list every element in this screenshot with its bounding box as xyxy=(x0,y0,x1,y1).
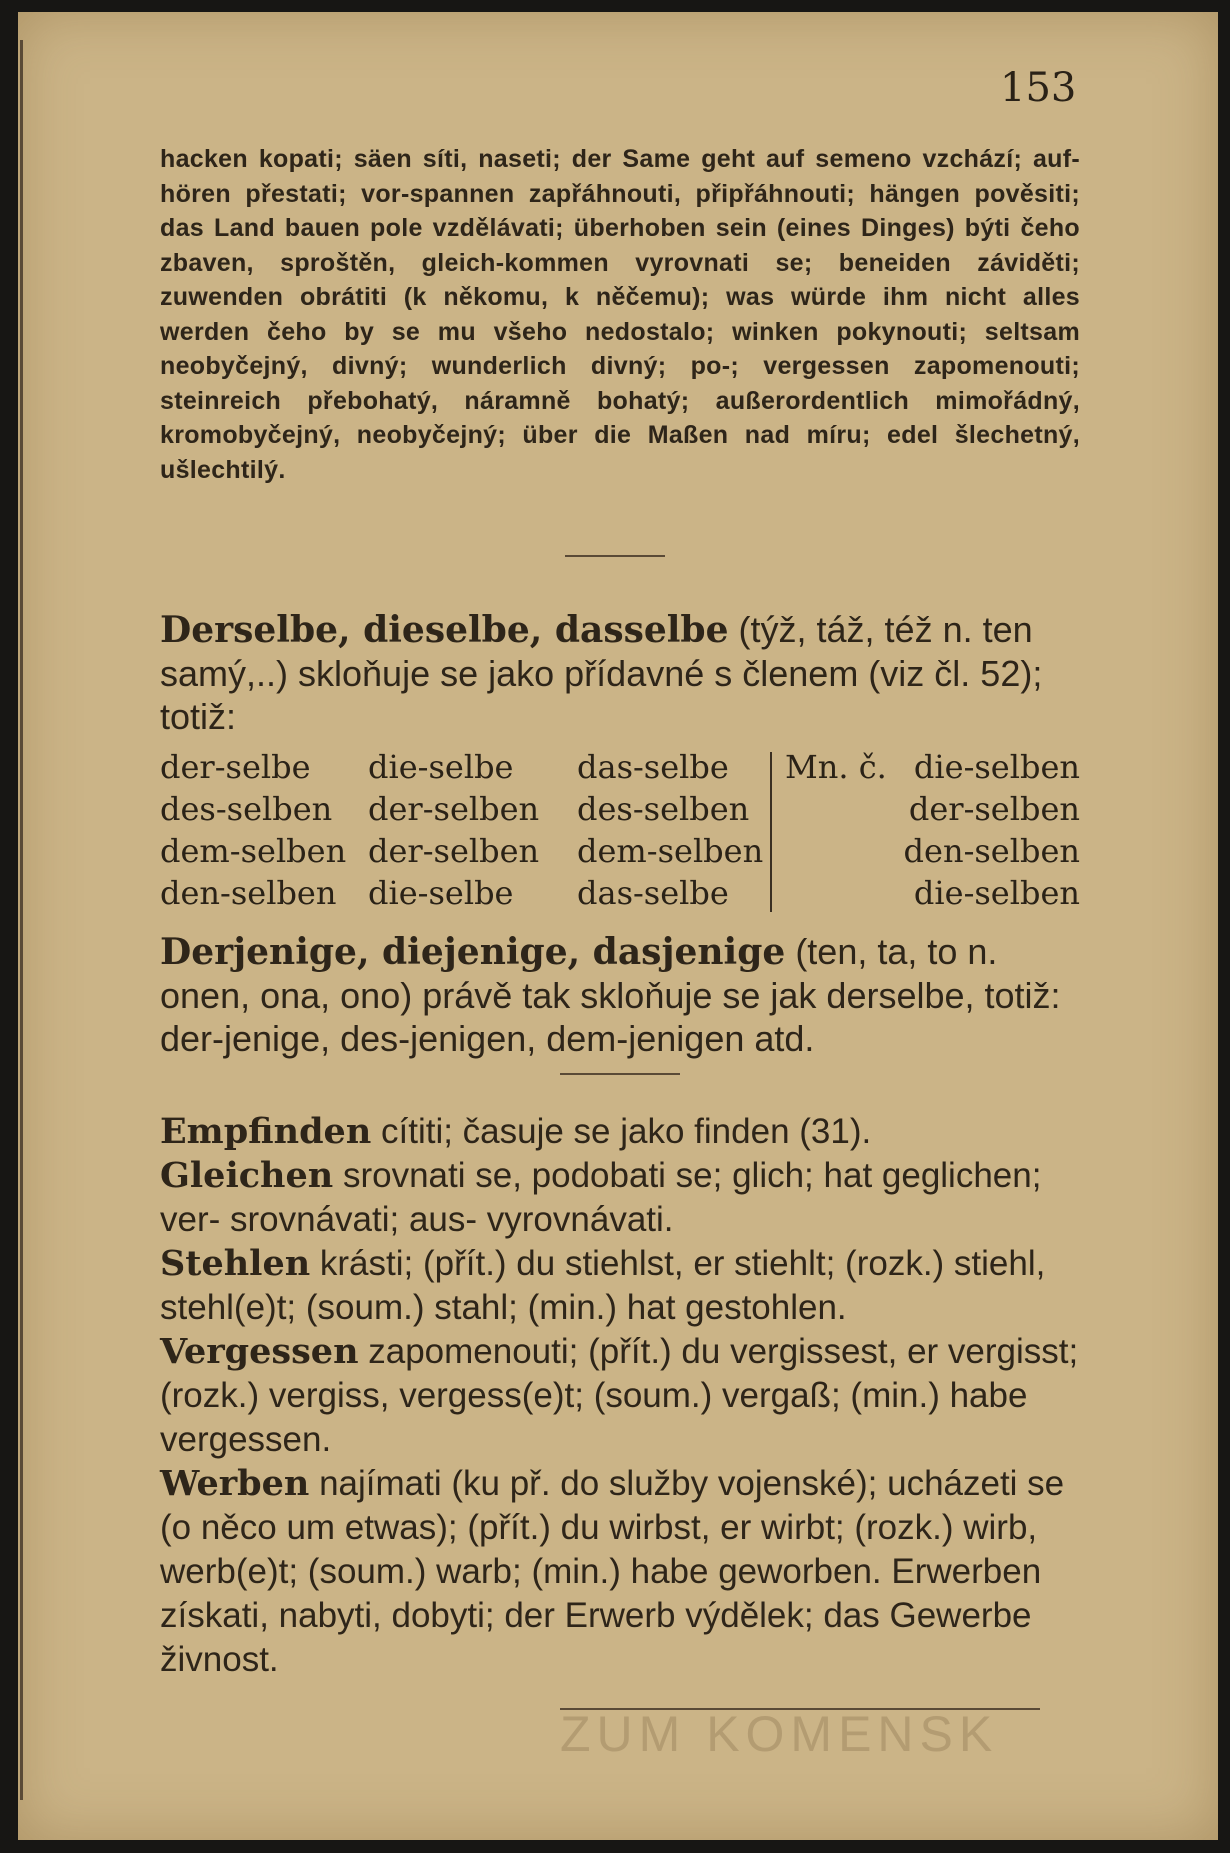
verb-head: Empfinden xyxy=(160,1111,372,1152)
verb-head: Werben xyxy=(160,1463,310,1504)
decl-cell: der-selben xyxy=(368,790,540,828)
decl-cell: der-selbe xyxy=(160,748,311,786)
verb-entry xyxy=(160,1462,1080,1682)
page-binding-edge xyxy=(20,40,44,1800)
verb-text: cítiti; časuje se jako finden (31). xyxy=(371,1112,872,1151)
derjenige-text: (ten, ta, to n. onen, ona, ono) právě tak skloňuje se jak derselbe, totiž: der-jenige, des-jenigen, dem-jenigen atd. xyxy=(160,931,1061,1059)
decl-cell: der-selben xyxy=(368,832,540,870)
decl-cell: dem-selben xyxy=(577,832,764,870)
decl-cell: der-selben xyxy=(908,790,1080,828)
declension-row xyxy=(160,748,1080,790)
verb-text: srovnati se, podobati se; glich; hat geglichen; ver- srovnávati; aus- vyrovnávati. xyxy=(160,1156,1042,1239)
derselbe-text: (týž, táž, též n. ten samý,..) skloňuje se jako přídavné s členem (viz čl. 52); totiž: xyxy=(160,609,1043,737)
decl-cell: den-selben xyxy=(160,874,337,912)
derselbe-section xyxy=(160,608,1080,738)
verb-head: Vergessen xyxy=(160,1331,359,1372)
decl-cell: die-selben xyxy=(913,874,1080,912)
verb-entry xyxy=(160,1154,1080,1242)
verbs-list xyxy=(160,1110,1080,1682)
verb-text: najímati (ku př. do služby vojenské); ucházeti se (o něco um etwas); (přít.) du wirbst, er wirbt; (rozk.) wirb, werb(e)t; (soum.) warb; (min.) habe geworben. Erwerben získati, nabyti, dobyti; der Erwerb výdělek; das Gewerbe živnost. xyxy=(160,1464,1065,1679)
derjenige-heading: Derjenige, diejenige, dasjenige xyxy=(160,931,786,973)
declension-row xyxy=(160,790,1080,832)
decl-cell: die-selben xyxy=(913,748,1080,786)
page-number: 153 xyxy=(1000,65,1077,111)
verb-entry xyxy=(160,1110,1080,1154)
divider xyxy=(560,1073,680,1075)
declension-row xyxy=(160,832,1080,874)
declension-table xyxy=(160,748,1080,924)
decl-cell: das-selbe xyxy=(577,748,729,786)
verb-entry xyxy=(160,1330,1080,1462)
decl-cell: des-selben xyxy=(160,790,333,828)
library-stamp: ZUM KOMENSK xyxy=(560,1706,999,1762)
decl-cell: dem-selben xyxy=(160,832,347,870)
verb-text: krásti; (přít.) du stiehlst, er stiehlt; (rozk.) stiehl, stehl(e)t; (soum.) stahl; (min.) hat gestohlen. xyxy=(160,1244,1046,1327)
divider xyxy=(565,555,665,557)
verb-entry xyxy=(160,1242,1080,1330)
decl-cell: den-selben xyxy=(903,832,1080,870)
verb-head: Stehlen xyxy=(160,1243,311,1284)
declension-row xyxy=(160,874,1080,916)
decl-cell: die-selbe xyxy=(368,748,514,786)
plural-label: Mn. č. xyxy=(785,748,887,786)
decl-cell: das-selbe xyxy=(577,874,729,912)
decl-cell: des-selben xyxy=(577,790,750,828)
verb-text: zapomenouti; (přít.) du vergissest, er vergisst; (rozk.) vergiss, vergess(e)t; (soum.) vergaß; (min.) habe vergessen. xyxy=(160,1332,1079,1459)
verb-head: Gleichen xyxy=(160,1155,334,1196)
derjenige-section xyxy=(160,930,1080,1060)
vocabulary-paragraph: hacken kopati; säen síti, naseti; der Same geht auf semeno vzchází; auf-hören přestati; vor-spannen zapřáhnouti, připřáhnouti; hängen pověsiti; das Land bauen pole vzdělávati; überhoben sein (eines Dinges) býti čeho zbaven, sproštěn, gleich-kommen vyrovnati se; beneiden záviděti; zuwenden obrátiti (k někomu, k něčemu); was würde ihm nicht alles werden čeho by se mu všeho nedostalo; winken pokynouti; seltsam neobyčejný, divný; wunderlich divný; po-; vergessen zapomenouti; steinreich přebohatý, náramně bohatý; außerordentlich mimořádný, kromobyčejný, neobyčejný; über die Maßen nad míru; edel šlechetný, ušlechtilý. xyxy=(160,145,1080,484)
decl-cell: die-selbe xyxy=(368,874,514,912)
derselbe-heading: Derselbe, dieselbe, dasselbe xyxy=(160,609,729,651)
